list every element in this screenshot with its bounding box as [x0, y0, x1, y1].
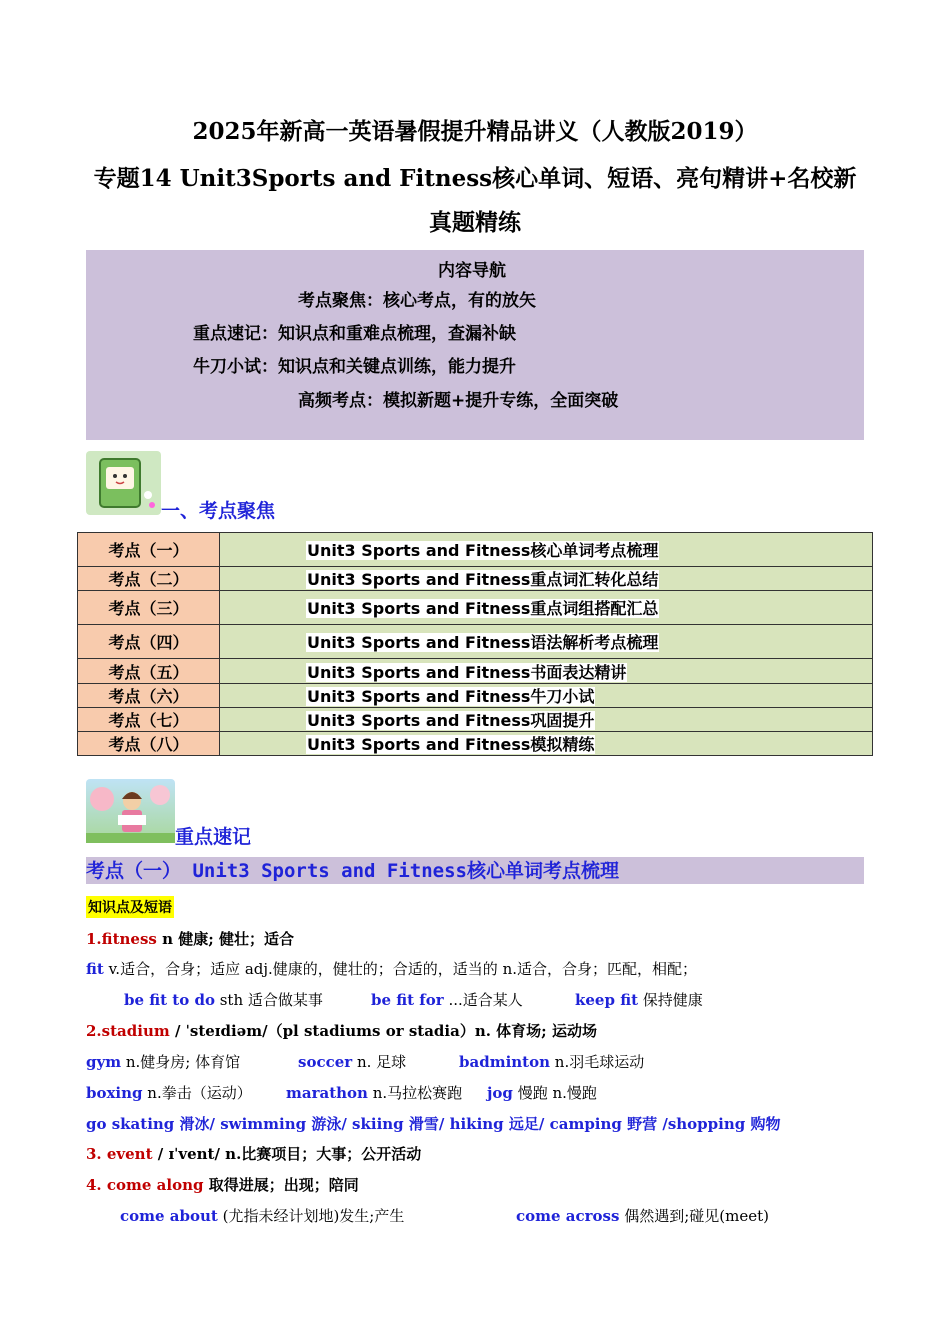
topic-value: Unit3 Sports and Fitness核心单词考点梳理 [307, 541, 659, 560]
doc-title-line3: 真题精练 [429, 209, 521, 236]
content-line: soccer n. 足球 [298, 1053, 407, 1071]
topic-value: Unit3 Sports and Fitness重点词组搭配汇总 [307, 599, 659, 618]
topic-key: 考点（六） [78, 684, 220, 708]
topic-value: Unit3 Sports and Fitness模拟精练 [307, 735, 595, 754]
topic-key: 考点（四） [78, 625, 220, 659]
reading-girl-icon [86, 779, 175, 843]
content-line: be fit for ...适合某人 [371, 991, 523, 1009]
content-navigation [86, 250, 864, 440]
topic-value: Unit3 Sports and Fitness牛刀小试 [307, 687, 595, 706]
section-heading-focus: 一、考点聚焦 [161, 500, 276, 522]
topic-key: 考点（一） [78, 533, 220, 567]
content-line: fit v.适合，合身；适应 adj.健康的，健壮的；合适的，适当的 n.适合，合身；匹配，相配； [86, 960, 698, 978]
content-line: badminton n.羽毛球运动 [459, 1053, 645, 1071]
section-heading-keypoints: 重点速记 [175, 826, 252, 848]
content-line: 2.stadium / ˈsteɪdiəm/（pl stadiums or stadia）n. 体育场; 运动场 [86, 1022, 597, 1040]
table-row [78, 684, 873, 708]
content-line: 4. come along 取得进展；出现；陪同 [86, 1176, 359, 1194]
table-row [78, 533, 873, 567]
content-line: marathon n.马拉松赛跑 [286, 1084, 463, 1102]
nav-item: 牛刀小试：知识点和关键点训练，能力提升 [193, 357, 516, 377]
table-row [78, 567, 873, 591]
doc-title-line2: 专题14 Unit3Sports and Fitness核心单词、短语、亮句精讲+名校新 [93, 165, 857, 192]
content-line: 1.fitness n 健康; 健壮；适合 [86, 930, 294, 948]
content-line: come across 偶然遇到;碰见(meet) [516, 1207, 769, 1225]
table-row [78, 591, 873, 625]
nav-item: 重点速记：知识点和重难点梳理，查漏补缺 [193, 324, 516, 344]
content-line: keep fit 保持健康 [575, 991, 703, 1009]
topic-key: 考点（八） [78, 732, 220, 756]
highlight-label: 知识点及短语 [86, 896, 174, 918]
content-line: go skating 滑冰/ swimming 游泳/ skiing 滑雪/ hiking 远足/ camping 野营 /shopping 购物 [86, 1115, 781, 1133]
topic-value: Unit3 Sports and Fitness重点词汇转化总结 [307, 570, 659, 589]
doc-title-line1: 2025年新高一英语暑假提升精品讲义（人教版2019） [192, 118, 758, 145]
topic-value: Unit3 Sports and Fitness语法解析考点梳理 [307, 633, 659, 652]
nav-item: 考点聚焦：核心考点，有的放矢 [298, 291, 536, 311]
topic-table [77, 532, 873, 756]
content-line: come about (尤指未经计划地)发生;产生 [120, 1207, 405, 1225]
content-line: boxing n.拳击（运动） [86, 1084, 252, 1102]
topic-key: 考点（二） [78, 567, 220, 591]
content-line: gym n.健身房; 体育馆 [86, 1053, 241, 1071]
reading-girl-image [86, 779, 175, 843]
topic-key: 考点（七） [78, 708, 220, 732]
table-row [78, 625, 873, 659]
nav-item: 高频考点：模拟新题+提升专练，全面突破 [298, 391, 619, 411]
content-line: jog 慢跑 n.慢跑 [487, 1084, 597, 1102]
topic-key: 考点（三） [78, 591, 220, 625]
topic-value: Unit3 Sports and Fitness巩固提升 [307, 711, 595, 730]
content-line: 3. event / ɪˈvent/ n.比赛项目；大事；公开活动 [86, 1145, 422, 1163]
nav-heading: 内容导航 [438, 261, 506, 281]
topic-bar: 考点（一） Unit3 Sports and Fitness核心单词考点梳理 [86, 857, 864, 884]
content-line: be fit to do sth 适合做某事 [124, 991, 323, 1009]
topic-key: 考点（五） [78, 659, 220, 684]
table-row [78, 708, 873, 732]
topic-value: Unit3 Sports and Fitness书面表达精讲 [307, 662, 627, 682]
book-character-image [86, 451, 161, 515]
table-row [78, 732, 873, 756]
table-row [78, 659, 873, 684]
book-character-icon [86, 451, 161, 515]
